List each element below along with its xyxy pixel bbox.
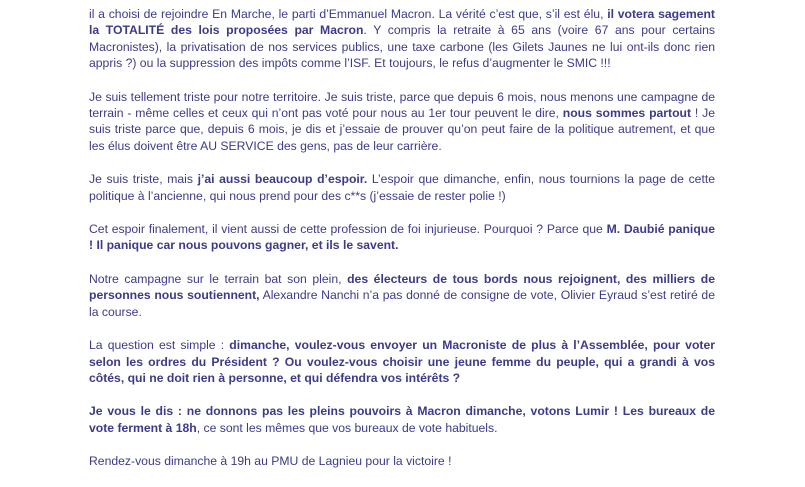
text-run: Notre campagne sur le terrain bat son plein, xyxy=(89,271,348,286)
bold-run: Je vous le dis : ne donnons pas les pleins pouvoirs à Macron dimanche, votons Lumir ! Les bureaux de vote ferment à 18h xyxy=(89,404,715,435)
text-run: Je suis triste, mais xyxy=(89,172,198,187)
paragraph-8 xyxy=(89,453,715,469)
paragraph-4 xyxy=(89,221,715,254)
text-run: Cet espoir finalement, il vient aussi de cette profession de foi injurieuse. Pourquoi ? Parce que xyxy=(89,222,607,237)
text-run: L’espoir que dimanche, enfin, nous tournions la page de cette politique à l’ancienne, qui nous prend pour des c**s (j’essaie de rester polie !) xyxy=(89,172,716,203)
paragraph-5 xyxy=(89,271,715,320)
paragraph-2 xyxy=(89,89,715,155)
text-run: Je suis tellement triste pour notre territoire. Je suis triste, parce que depuis 6 mois, nous menons une campagne de terrain - même celles et ceux qui n’ont pas voté pour nous au 1er tour peuvent le dire, xyxy=(89,89,715,121)
bold-run: des électeurs de tous bords nous rejoignent, des milliers de personnes nous soutiennent, xyxy=(89,271,715,303)
text-run: ! Je suis triste parce que, depuis 6 mois, je dis et j’essaie de prouver qu’on peut faire de la politique autrement, et que les élus doivent être AU SERVICE des gens, pas de leur carrière. xyxy=(89,106,716,153)
text-run: Rendez-vous dimanche à 19h au PMU de Lagnieu pour la victoire ! xyxy=(89,454,452,469)
paragraph-7 xyxy=(89,403,715,436)
paragraph-3 xyxy=(89,171,715,204)
text-run: il a choisi de rejoindre En Marche, le parti d’Emmanuel Macron. La vérité c’est que, s’il est élu, xyxy=(89,7,608,21)
text-run: , ce sont les mêmes que vos bureaux de vote habituels. xyxy=(196,420,498,435)
paragraph-6 xyxy=(89,337,715,386)
bold-run: il votera sagement la TOTALITÉ des lois proposées par Macron xyxy=(89,7,715,38)
bold-run: nous sommes partout xyxy=(562,106,692,121)
paragraph-1 xyxy=(89,6,715,72)
bold-run: dimanche, voulez-vous envoyer un Macroniste de plus à l’Assemblée, pour voter selon les ordres du Président ? Ou voulez-vous choisir une jeune femme du peuple, qui a grandi à vos côtés, qui ne doit rien à personne, et qui défendra vos intérêts ? xyxy=(89,338,715,385)
text-run: . Y compris la retraite à 65 ans (voire 67 ans pour certains Macronistes), la privatisation de nos services publics, une taxe carbone (les Gilets Jaunes ne lui ont-ils donc rien appris ?) ou la suppression des impôts comme l’ISF. Et toujours, le refus d’augmenter le SMIC !!! xyxy=(89,23,715,71)
text-run: Alexandre Nanchi n’a pas donné de consigne de vote, Olivier Eyraud s’est retiré de la course. xyxy=(89,288,715,319)
text-run: La question est simple : xyxy=(89,338,230,353)
bold-run: M. Daubié panique ! Il panique car nous pouvons gagner, et ils le savent. xyxy=(89,222,715,253)
document-body xyxy=(89,6,715,487)
bold-run: j’ai aussi beaucoup d’espoir. xyxy=(197,172,368,187)
